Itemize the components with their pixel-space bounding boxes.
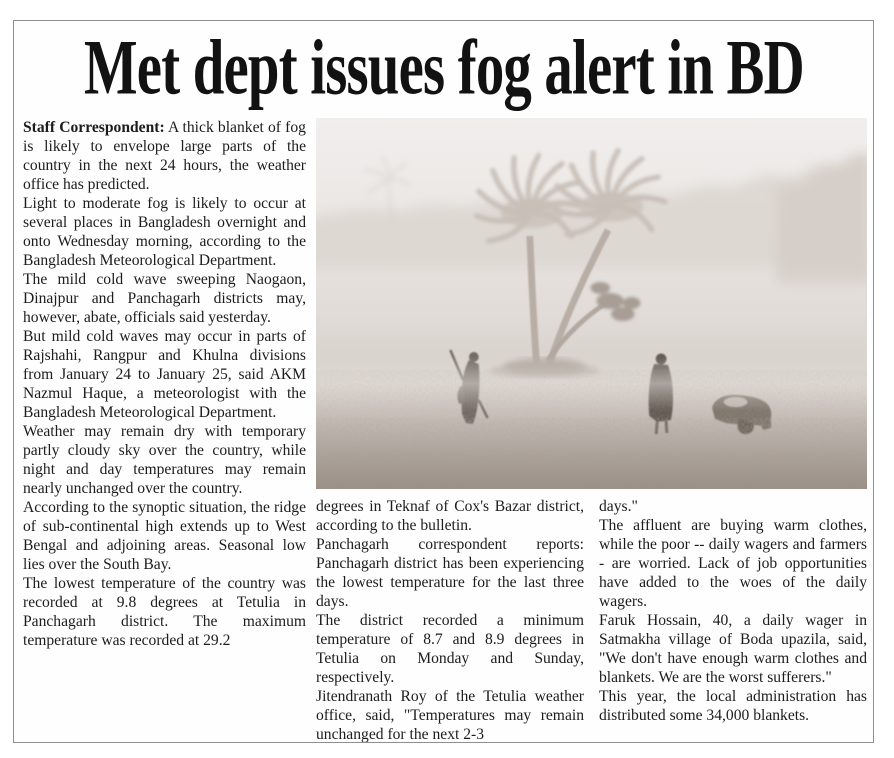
article-column-right [599,497,867,743]
article-paragraph: Jitendranath Roy of the Tetulia weather office, said, "Temperatures may remain unchanged for the next 2-3 [316,688,584,743]
article-paragraph: Weather may remain dry with temporary partly cloudy sky over the country, while night and day temperatures may remain nearly unchanged over the country. [23,423,306,497]
byline: Staff Correspondent: [23,119,165,136]
fog-photo-illustration [316,118,867,489]
newspaper-clipping [13,20,874,743]
article-paragraph: The affluent are buying warm clothes, while the poor -- daily wagers and farmers - are worried. Lack of job opportunities have added to the woes of the daily wagers. [599,517,867,610]
fog-field-photo [316,118,867,489]
lead-paragraph [23,118,306,194]
article-paragraph: degrees in Teknaf of Cox's Bazar district, according to the bulletin. [316,498,584,534]
article-paragraph: According to the synoptic situation, the ridge of sub-continental high extends up to West Bengal and adjoining areas. Seasonal low lies over the South Bay. [23,499,306,573]
article-paragraph: Faruk Hossain, 40, a daily wager in Satmakha village of Boda upazila, said, "We don't have enough warm clothes and blankets. We are the worst sufferers." [599,612,867,686]
grass-foreground [316,370,867,489]
article-paragraph: The district recorded a minimum temperature of 8.7 and 8.9 degrees in Tetulia on Monday and Sunday, respectively. [316,612,584,686]
article-paragraph: Panchagarh correspondent reports: Panchagarh district has been experiencing the lowest temperature for the last three days. [316,536,584,610]
article-paragraph: The lowest temperature of the country was recorded at 9.8 degrees at Tetulia in Panchagarh district. The maximum temperature was recorded at 29.2 [23,575,306,649]
article-body [14,116,873,743]
article-paragraph: The mild cold wave sweeping Naogaon, Dinajpur and Panchagarh districts may, however, abate, officials said yesterday. [23,271,306,326]
article-paragraph: Light to moderate fog is likely to occur at several places in Bangladesh overnight and onto Wednesday morning, according to the Bangladesh Meteorological Department. [23,195,306,269]
headline-area [14,21,873,116]
article-column-middle [316,497,584,743]
article-paragraph: But mild cold waves may occur in parts of Rajshahi, Rangpur and Khulna divisions from January 24 to January 25, said AKM Nazmul Haque, a meteorologist with the Bangladesh Meteorological Department. [23,328,306,421]
article-paragraph: This year, the local administration has distributed some 34,000 blankets. [599,688,867,724]
article-paragraph: days." [599,498,638,515]
headline: Met dept issues fog alert in BD [83,25,804,111]
article-right-area [316,118,867,743]
lead-text: A thick blanket of fog is likely to envelope large parts of the country in the next 24 hours, the weather office has predicted. [23,119,306,193]
bottom-columns [316,497,867,743]
article-column-left [23,118,306,743]
